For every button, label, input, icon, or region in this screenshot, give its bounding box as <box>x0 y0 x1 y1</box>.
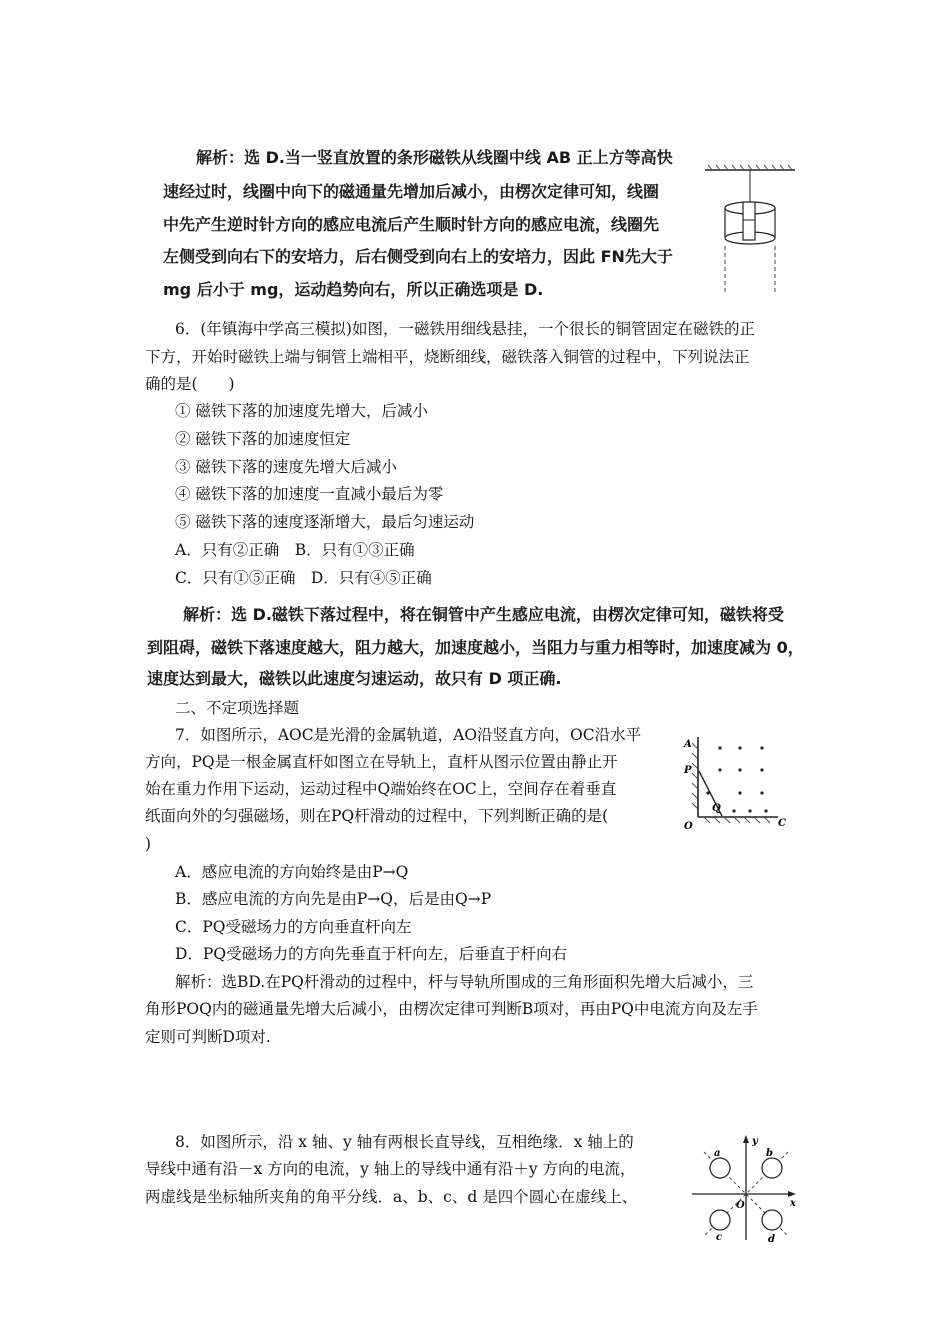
q6-analysis-line-1: 解析：选 D.磁铁下落过程中，将在铜管中产生感应电流，由楞次定律可知，磁铁将受 <box>183 605 784 624</box>
q6-item-4: ④ 磁铁下落的加速度一直减小最后为零 <box>175 485 444 503</box>
rail-label-c: C <box>778 818 786 829</box>
analysis-5-line-3: 中先产生逆时针方向的感应电流后产生顺时针方向的感应电流，线圈先 <box>163 215 660 234</box>
analysis-5-line-2: 速经过时，线圈中向下的磁通量先增加后减小，由楞次定律可知，线圈 <box>163 182 660 201</box>
q6-analysis-line-3: 速度达到最大，磁铁以此速度匀速运动，故只有 D 项正确. <box>147 669 562 688</box>
axes-label-o: O <box>736 1200 745 1211</box>
q6-item-1: ① 磁铁下落的加速度先增大，后减小 <box>175 402 428 420</box>
rail-label-o: O <box>684 821 693 832</box>
section-2-heading: 二、不定项选择题 <box>175 699 300 717</box>
analysis-5-line-5: mg 后小于 mg，运动趋势向右，所以正确选项是 D. <box>163 280 544 299</box>
q7-option-b: B．感应电流的方向先是由P→Q，后是由Q→P <box>175 890 492 908</box>
q7-analysis-line-2: 角形POQ内的磁通量先增大后减小，由楞次定律可判断B项对，再由PQ中电流方向及左手 <box>145 1000 758 1018</box>
axes-circles-figure <box>690 1132 805 1244</box>
q7-option-a: A．感应电流的方向始终是由P→Q <box>175 863 409 881</box>
rail-label-p: P <box>684 765 692 776</box>
rail-label-q: Q <box>712 803 721 814</box>
analysis-5-line-1: 解析：选 D.当一竖直放置的条形磁铁从线圈中线 AB 正上方等高快 <box>196 148 673 167</box>
axes-label-x: x <box>790 1198 796 1209</box>
axes-label-d: d <box>768 1234 775 1244</box>
q6-stem-line-3: 确的是( ) <box>145 375 235 393</box>
q6-option-cd: C．只有①⑤正确 D．只有④⑤正确 <box>175 569 432 587</box>
q7-option-d: D．PQ受磁场力的方向先垂直于杆向左，后垂直于杆向右 <box>175 945 568 963</box>
rail-label-a: A <box>684 739 692 750</box>
q8-stem-line-1: 8．如图所示，沿 x 轴、y 轴有两根长直导线，互相绝缘．x 轴上的 <box>175 1133 634 1151</box>
q7-option-c: C．PQ受磁场力的方向垂直杆向左 <box>175 918 412 936</box>
q6-item-2: ② 磁铁下落的加速度恒定 <box>175 430 351 448</box>
q7-stem-line-5: ) <box>145 835 152 853</box>
axes-label-y: y <box>752 1136 758 1147</box>
q7-stem-line-4: 纸面向外的匀强磁场，则在PQ杆滑动的过程中，下列判断正确的是( <box>145 807 609 825</box>
axes-label-c: c <box>716 1232 723 1243</box>
axes-label-b: b <box>766 1148 773 1159</box>
q7-analysis-line-3: 定则可判断D项对. <box>145 1028 271 1046</box>
magnet-coil-figure <box>700 160 800 300</box>
q6-item-3: ③ 磁铁下落的速度先增大后减小 <box>175 458 397 476</box>
q6-stem-line-2: 下方，开始时磁铁上端与铜管上端相平，烧断细线，磁铁落入铜管的过程中，下列说法正 <box>145 348 750 366</box>
q7-stem-line-1: 7．如图所示，AOC是光滑的金属轨道，AO沿竖直方向，OC沿水平 <box>175 726 642 744</box>
q6-option-ab: A．只有②正确 B．只有①③正确 <box>175 541 415 559</box>
q6-analysis-line-2: 到阻碍，磁铁下落速度越大，阻力越大，加速度越小，当阻力与重力相等时，加速度减为 0， <box>147 638 804 657</box>
rail-rod-figure <box>678 733 788 833</box>
q7-stem-line-2: 方向，PQ是一根金属直杆如图立在导轨上，直杆从图示位置由静止开 <box>145 753 618 771</box>
axes-label-a: a <box>714 1148 721 1159</box>
q8-stem-line-2: 导线中通有沿－x 方向的电流，y 轴上的导线中通有沿＋y 方向的电流， <box>145 1160 636 1178</box>
analysis-5-line-4: 左侧受到向右下的安培力，后右侧受到向右上的安培力，因此 FN先大于 <box>163 247 673 266</box>
q8-stem-line-3: 两虚线是坐标轴所夹角的角平分线．a、b、c、d 是四个圆心在虚线上、 <box>145 1188 638 1206</box>
q7-analysis-line-1: 解析：选BD.在PQ杆滑动的过程中，杆与导轨所围成的三角形面积先增大后减小，三 <box>175 973 754 991</box>
q6-item-5: ⑤ 磁铁下落的速度逐渐增大，最后匀速运动 <box>175 513 475 531</box>
q6-stem-line-1: 6．(年镇海中学高三模拟)如图，一磁铁用细线悬挂，一个很长的铜管固定在磁铁的正 <box>175 320 755 338</box>
q7-stem-line-3: 始在重力作用下运动，运动过程中Q端始终在OC上，空间存在着垂直 <box>145 780 617 798</box>
